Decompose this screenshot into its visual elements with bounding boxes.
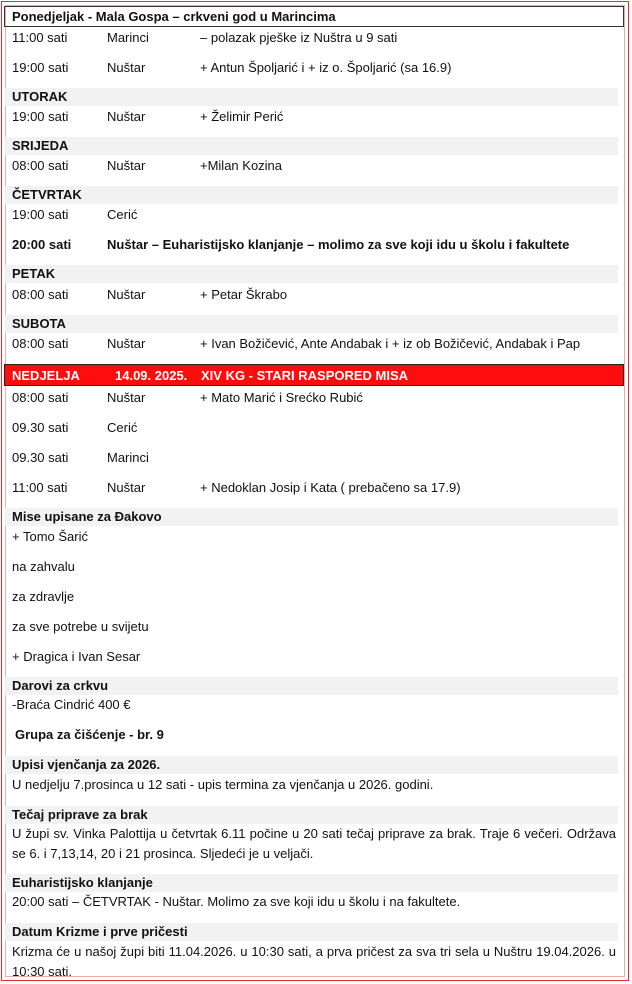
section-adoration: Euharistijsko klanjanje — [5, 874, 618, 892]
section-weddings: Upisi vjenčanja za 2026. — [5, 756, 618, 774]
list-item: za zdravlje — [12, 589, 75, 604]
adoration-text: 20:00 sati – ČETVRTAK - Nuštar. Molimo za sve koji idu u školu i na fakultete. — [12, 894, 461, 909]
day-label-thursday: ČETVRTAK — [5, 186, 618, 204]
day-label-friday: PETAK — [5, 265, 618, 283]
weddings-text: U nedjelju 7.prosinca u 12 sati - upis termina za vjenčanja u 2026. godini. — [12, 777, 434, 792]
day-label-wednesday: SRIJEDA — [5, 137, 618, 155]
section-djakovo: Mise upisane za Đakovo — [5, 508, 618, 526]
gifts-text: -Braća Cindrić 400 € — [12, 697, 131, 712]
monday-header: Ponedjeljak - Mala Gospa – crkveni god u Marincima — [4, 6, 624, 27]
cleaning-group: Grupa za čišćenje - br. 9 — [15, 727, 164, 742]
day-label-saturday: SUBOTA — [5, 315, 618, 333]
section-confirmation: Datum Krizme i prve pričesti — [5, 923, 618, 941]
course-text: U župi sv. Vinka Palottija u četvrtak 6.11 počine u 20 sati tečaj priprave za brak. Traje 6 večeri. Održava se 6. i 7,13,14, 20 i 21 prosinca. Sljedeći je u veljači. — [12, 826, 616, 861]
list-item: za sve potrebe u svijetu — [12, 619, 149, 634]
day-label-tuesday: UTORAK — [5, 88, 618, 106]
list-item: + Dragica i Ivan Sesar — [12, 649, 141, 664]
section-gifts: Darovi za crkvu — [5, 677, 618, 695]
confirmation-text: Krizma će u našoj župi biti 11.04.2026. u 10:30 sati, a prva pričest za sva tri sela u Nuštru 19.04.2026. u 10:30 sati. — [12, 944, 616, 978]
list-item: + Tomo Šarić — [12, 529, 88, 544]
sunday-header: NEDJELJA 14.09. 2025. XIV KG - STARI RASPORED MISA — [4, 364, 624, 386]
section-course: Tečaj priprave za brak — [5, 806, 618, 824]
list-item: na zahvalu — [12, 559, 75, 574]
